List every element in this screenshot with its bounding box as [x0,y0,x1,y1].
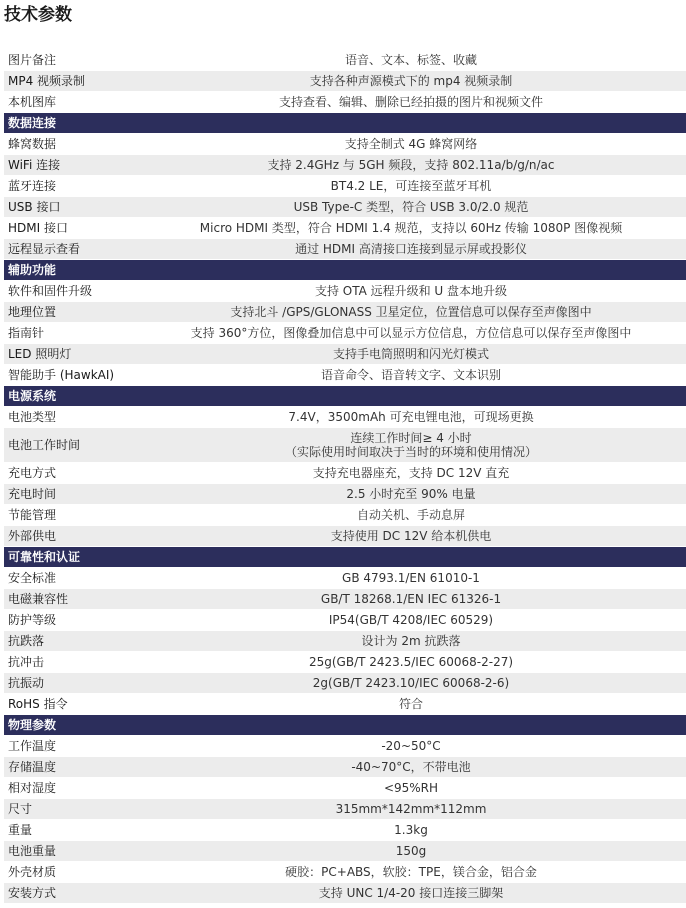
spec-value [136,736,686,757]
spec-row [4,428,686,463]
spec-value [136,239,686,260]
spec-value-line: 2g(GB/T 2423.10/IEC 60068-2-6) [312,676,510,690]
spec-label: 电磁兼容性 [4,589,136,610]
spec-value [136,92,686,113]
spec-row [4,197,686,218]
spec-value-line: 支持北斗 /GPS/GLONASS 卫星定位，位置信息可以保存至声像图中 [230,305,592,319]
spec-label: 充电时间 [4,484,136,505]
spec-label: MP4 视频录制 [4,71,136,92]
spec-value [136,344,686,365]
spec-row [4,610,686,631]
spec-row [4,134,686,155]
spec-value-line: 支持 360°方位，图像叠加信息中可以显示方位信息，方位信息可以保存至声像图中 [190,326,632,340]
spec-value-line: 25g(GB/T 2423.5/IEC 60068-2-27) [308,655,514,669]
spec-row [4,799,686,820]
page-title: 技术参数 [4,5,72,25]
spec-value [136,883,686,904]
spec-value-line: 支持 OTA 远程升级和 U 盘本地升级 [314,284,508,298]
spec-value [136,673,686,694]
spec-label: 智能助手 (HawkAI) [4,365,136,386]
spec-value-line: Micro HDMI 类型，符合 HDMI 1.4 规范，支持以 60Hz 传输 1080P 图像视频 [199,221,623,235]
spec-row [4,239,686,260]
spec-label: HDMI 接口 [4,218,136,239]
spec-value [136,694,686,715]
spec-label: 安全标准 [4,568,136,589]
section-header [4,547,686,568]
spec-label: 抗振动 [4,673,136,694]
spec-row [4,344,686,365]
spec-row [4,365,686,386]
spec-label: 图片备注 [4,50,136,71]
spec-row [4,820,686,841]
spec-label: 重量 [4,820,136,841]
spec-value-line: 支持充电器座充，支持 DC 12V 直充 [312,466,510,480]
section-title: 物理参数 [4,715,686,736]
spec-value-line: <95%RH [383,781,439,795]
spec-value-line: 硬胶：PC+ABS，软胶：TPE，镁合金，铝合金 [285,865,537,879]
spec-value [136,652,686,673]
section-header [4,260,686,281]
spec-label: 防护等级 [4,610,136,631]
spec-value [136,862,686,883]
spec-value [136,134,686,155]
spec-label: WiFi 连接 [4,155,136,176]
spec-value-line: 支持全制式 4G 蜂窝网络 [344,137,478,151]
spec-value-line: 支持使用 DC 12V 给本机供电 [330,529,492,543]
spec-value-line: -20~50°C [381,739,441,753]
spec-row [4,323,686,344]
spec-value-line: 支持 UNC 1/4-20 接口连接三脚架 [318,886,504,900]
spec-label: 外部供电 [4,526,136,547]
spec-row [4,589,686,610]
spec-row [4,50,686,71]
spec-value [136,568,686,589]
spec-row [4,92,686,113]
spec-row [4,71,686,92]
section-title: 电源系统 [4,386,686,407]
spec-value [136,610,686,631]
spec-value [136,799,686,820]
spec-row [4,407,686,428]
spec-row [4,484,686,505]
spec-value-line: 连续工作时间≥ 4 小时 [350,431,472,445]
spec-value [136,757,686,778]
spec-label: 电池类型 [4,407,136,428]
section-title: 可靠性和认证 [4,547,686,568]
spec-value-line: 语音命令、语音转文字、文本识别 [320,368,501,382]
spec-value-line: -40~70°C，不带电池 [351,760,471,774]
section-header [4,113,686,134]
spec-value-line: GB/T 18268.1/EN IEC 61326-1 [320,592,502,606]
spec-value-line: 语音、文本、标签、收藏 [344,53,477,67]
spec-value [136,176,686,197]
spec-label: 电池工作时间 [4,428,136,463]
spec-value-line: 自动关机、手动息屏 [356,508,465,522]
spec-value [136,526,686,547]
spec-row [4,281,686,302]
spec-label: 蓝牙连接 [4,176,136,197]
spec-label: 蜂窝数据 [4,134,136,155]
spec-value [136,155,686,176]
spec-value-line: 1.3kg [394,823,428,837]
spec-row [4,883,686,904]
spec-row [4,778,686,799]
spec-value [136,841,686,862]
spec-value [136,484,686,505]
spec-value [136,820,686,841]
spec-value [136,218,686,239]
spec-value [136,281,686,302]
spec-table [4,50,686,904]
spec-value-line: 支持 2.4GHz 与 5GH 频段，支持 802.11a/b/g/n/ac [267,158,555,172]
spec-value-line: 2.5 小时充至 90% 电量 [346,487,476,501]
spec-value [136,323,686,344]
section-header [4,386,686,407]
spec-row [4,176,686,197]
spec-label: 指南针 [4,323,136,344]
spec-label: 远程显示查看 [4,239,136,260]
spec-label: LED 照明灯 [4,344,136,365]
spec-row [4,568,686,589]
spec-label: 节能管理 [4,505,136,526]
spec-value [136,631,686,652]
spec-row [4,652,686,673]
section-title: 辅助功能 [4,260,686,281]
spec-row [4,673,686,694]
spec-value-line: 设计为 2m 抗跌落 [361,634,461,648]
spec-row [4,526,686,547]
spec-value-line: 通过 HDMI 高清接口连接到显示屏或投影仪 [295,242,527,256]
spec-row [4,218,686,239]
spec-row [4,694,686,715]
spec-row [4,757,686,778]
spec-row [4,631,686,652]
spec-value [136,407,686,428]
spec-label: 外壳材质 [4,862,136,883]
spec-value [136,50,686,71]
spec-label: 地理位置 [4,302,136,323]
spec-value [136,589,686,610]
spec-value [136,302,686,323]
spec-value-line: 315mm*142mm*112mm [335,802,487,816]
spec-value-line: IP54(GB/T 4208/IEC 60529) [328,613,494,627]
spec-value [136,197,686,218]
spec-label: 安装方式 [4,883,136,904]
spec-label: 存储温度 [4,757,136,778]
spec-value [136,505,686,526]
spec-label: 工作温度 [4,736,136,757]
spec-value [136,365,686,386]
spec-row [4,505,686,526]
spec-row [4,155,686,176]
section-header [4,715,686,736]
spec-label: 本机图库 [4,92,136,113]
spec-value-line: GB 4793.1/EN 61010-1 [342,571,480,585]
spec-label: 电池重量 [4,841,136,862]
spec-value-line: 支持各种声源模式下的 mp4 视频录制 [309,74,513,88]
spec-value [136,428,686,463]
spec-value-line: 支持手电筒照明和闪光灯模式 [332,347,489,361]
spec-row [4,862,686,883]
spec-value-line: 7.4V，3500mAh 可充电锂电池，可现场更换 [288,410,534,424]
spec-value-line: （实际使用时间取决于当时的环境和使用情况） [284,445,537,459]
spec-label: 软件和固件升级 [4,281,136,302]
spec-value [136,71,686,92]
spec-row [4,463,686,484]
spec-value-line: 符合 [398,697,423,711]
spec-label: 充电方式 [4,463,136,484]
spec-value-line: BT4.2 LE，可连接至蓝牙耳机 [330,179,492,193]
spec-value [136,778,686,799]
spec-row [4,841,686,862]
spec-value-line: 150g [395,844,427,858]
spec-label: RoHS 指令 [4,694,136,715]
spec-label: USB 接口 [4,197,136,218]
spec-value [136,463,686,484]
spec-label: 相对湿度 [4,778,136,799]
spec-row [4,302,686,323]
spec-table-body [4,50,686,904]
spec-row [4,736,686,757]
section-title: 数据连接 [4,113,686,134]
spec-label: 尺寸 [4,799,136,820]
spec-value-line: 支持查看、编辑、删除已经拍摄的图片和视频文件 [278,95,543,109]
spec-value-line: USB Type-C 类型，符合 USB 3.0/2.0 规范 [293,200,529,214]
spec-label: 抗跌落 [4,631,136,652]
spec-label: 抗冲击 [4,652,136,673]
